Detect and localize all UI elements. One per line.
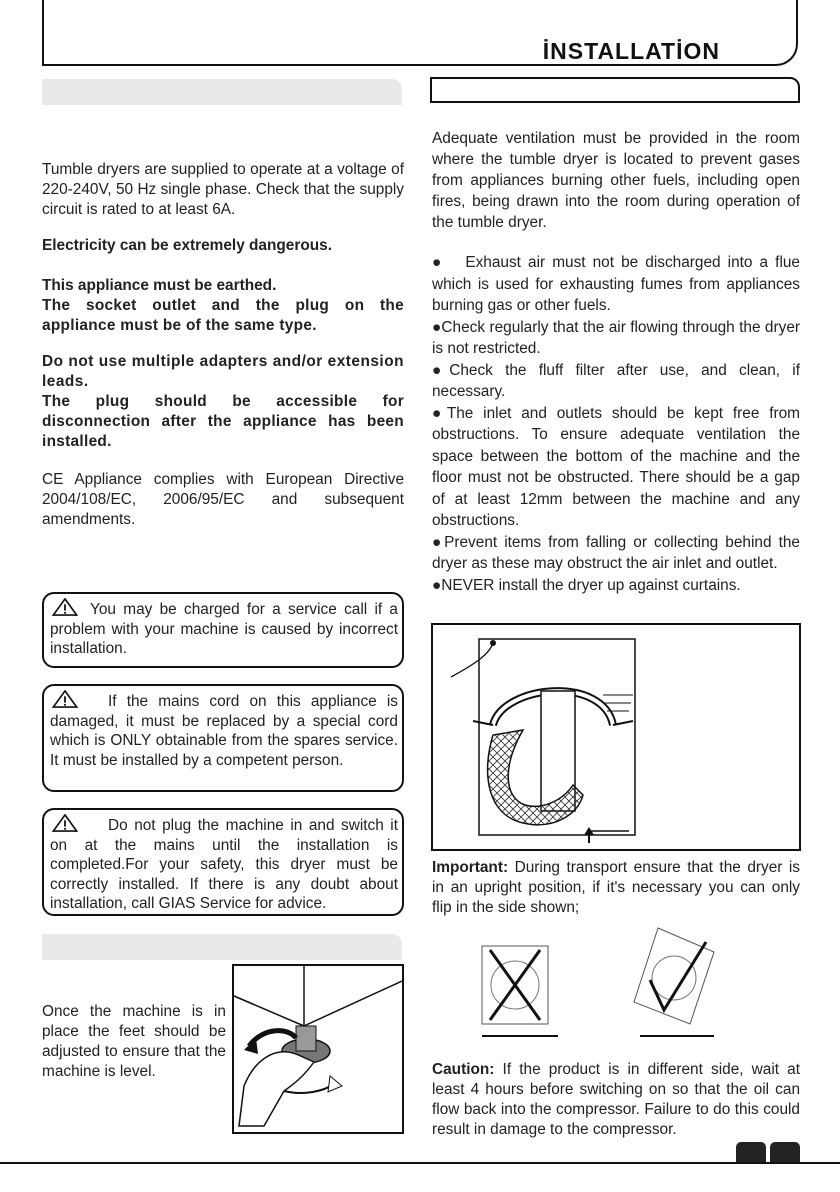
dryer-airflow-drawing bbox=[433, 625, 799, 849]
list-item: ●Prevent items from falling or collecting behind the dryer as these may obstruct the air inlet and outlet. bbox=[432, 533, 800, 572]
cross-icon bbox=[470, 940, 560, 1038]
warning-triangle-icon bbox=[50, 690, 80, 708]
important-text: During transport ensure that the dryer is in an upright position, if it's necessary you can only flip in the side shown; bbox=[432, 859, 800, 916]
warning-triangle-icon bbox=[50, 598, 80, 616]
warning1-text: You may be charged for a service call if a problem with your machine is caused by incorrect installation. bbox=[50, 601, 398, 657]
danger-text: Electricity can be extremely dangerous. bbox=[42, 237, 332, 254]
adapters-text: Do not use multiple adapters and/or extension leads. bbox=[42, 353, 404, 390]
list-item: ●NEVER install the dryer up against curtains. bbox=[432, 576, 741, 594]
ce-text: CE Appliance complies with European Directive 2004/108/EC, 2006/95/EC and subsequent amendments. bbox=[42, 471, 404, 528]
section-bar-levelling bbox=[42, 934, 402, 960]
list-item: ●Check the fluff filter after use, and clean, if necessary. bbox=[432, 361, 800, 400]
plug-access-text: The plug should be accessible for disconnection after the appliance has been installed. bbox=[42, 393, 404, 450]
list-item: ● Exhaust air must not be discharged into a flue which is used for exhausting fumes from appliances burning gas or other fuels. bbox=[432, 254, 800, 314]
section-bar-electrical bbox=[42, 79, 402, 105]
important-paragraph bbox=[432, 858, 800, 918]
hand-adjusting-foot-drawing bbox=[234, 966, 402, 1132]
electrical-paragraph: Tumble dryers are supplied to operate at a voltage of 220-240V, 50 Hz single phase. Check that the supply circuit is rated to at least 6A. bbox=[42, 161, 404, 218]
ventilation-bullet-list bbox=[432, 252, 800, 596]
socket-text: The socket outlet and the plug on the appliance must be of the same type. bbox=[42, 297, 404, 334]
page-number-box-left bbox=[736, 1142, 766, 1162]
foot-adjust-illustration bbox=[232, 964, 404, 1134]
warning-box-mains-cord bbox=[42, 684, 404, 792]
page-number-box-right bbox=[770, 1142, 800, 1162]
page-title: İNSTALLATİON bbox=[542, 38, 720, 64]
important-label: Important: bbox=[432, 859, 509, 876]
warning-box-installation bbox=[42, 808, 404, 916]
warning-triangle-icon bbox=[50, 814, 80, 832]
list-item: ●Check regularly that the air flowing through the dryer is not restricted. bbox=[432, 318, 800, 357]
section-bar-ventilation bbox=[430, 77, 800, 103]
bottom-rule bbox=[0, 1162, 840, 1164]
list-item: ●The inlet and outlets should be kept free from obstructions. To ensure adequate ventilation the space between the bottom of the machine and the floor must not be obstructed. There should be a gap of at least 12mm between the machine and any obstructions. bbox=[432, 404, 800, 529]
wrong-orientation-drawing bbox=[470, 940, 560, 1038]
checkmark-icon bbox=[628, 922, 720, 1038]
dryer-cutaway-figure bbox=[431, 623, 801, 851]
warning-box-service-call bbox=[42, 592, 404, 668]
warning2-text: If the mains cord on this appliance is damaged, it must be replaced by a special cord which is ONLY obtainable from the spares service. It must be installed by a competent person. bbox=[50, 693, 398, 769]
correct-orientation-drawing bbox=[628, 922, 720, 1038]
earthed-text: This appliance must be earthed. bbox=[42, 277, 277, 294]
caution-paragraph bbox=[432, 1060, 800, 1140]
caution-label: Caution: bbox=[432, 1061, 495, 1078]
caution-text: If the product is in different side, wait at least 4 hours before switching on so that the oil can flow back into the compressor. Failure to do this could result in damage to the compressor. bbox=[432, 1061, 800, 1138]
feet-text: Once the machine is in place the feet should be adjusted to ensure that the machine is level. bbox=[42, 1003, 226, 1080]
warning3-text: Do not plug the machine in and switch it on at the mains until the installation is completed.For your safety, this dryer must be correctly installed. If there is any doubt about installation, call GIAS Service for advice. bbox=[50, 817, 398, 912]
ventilation-paragraph: Adequate ventilation must be provided in the room where the tumble dryer is located to prevent gases from appliances burning other fuels, including open fires, being drawn into the room during operation of the tumble dryer. bbox=[432, 130, 800, 231]
